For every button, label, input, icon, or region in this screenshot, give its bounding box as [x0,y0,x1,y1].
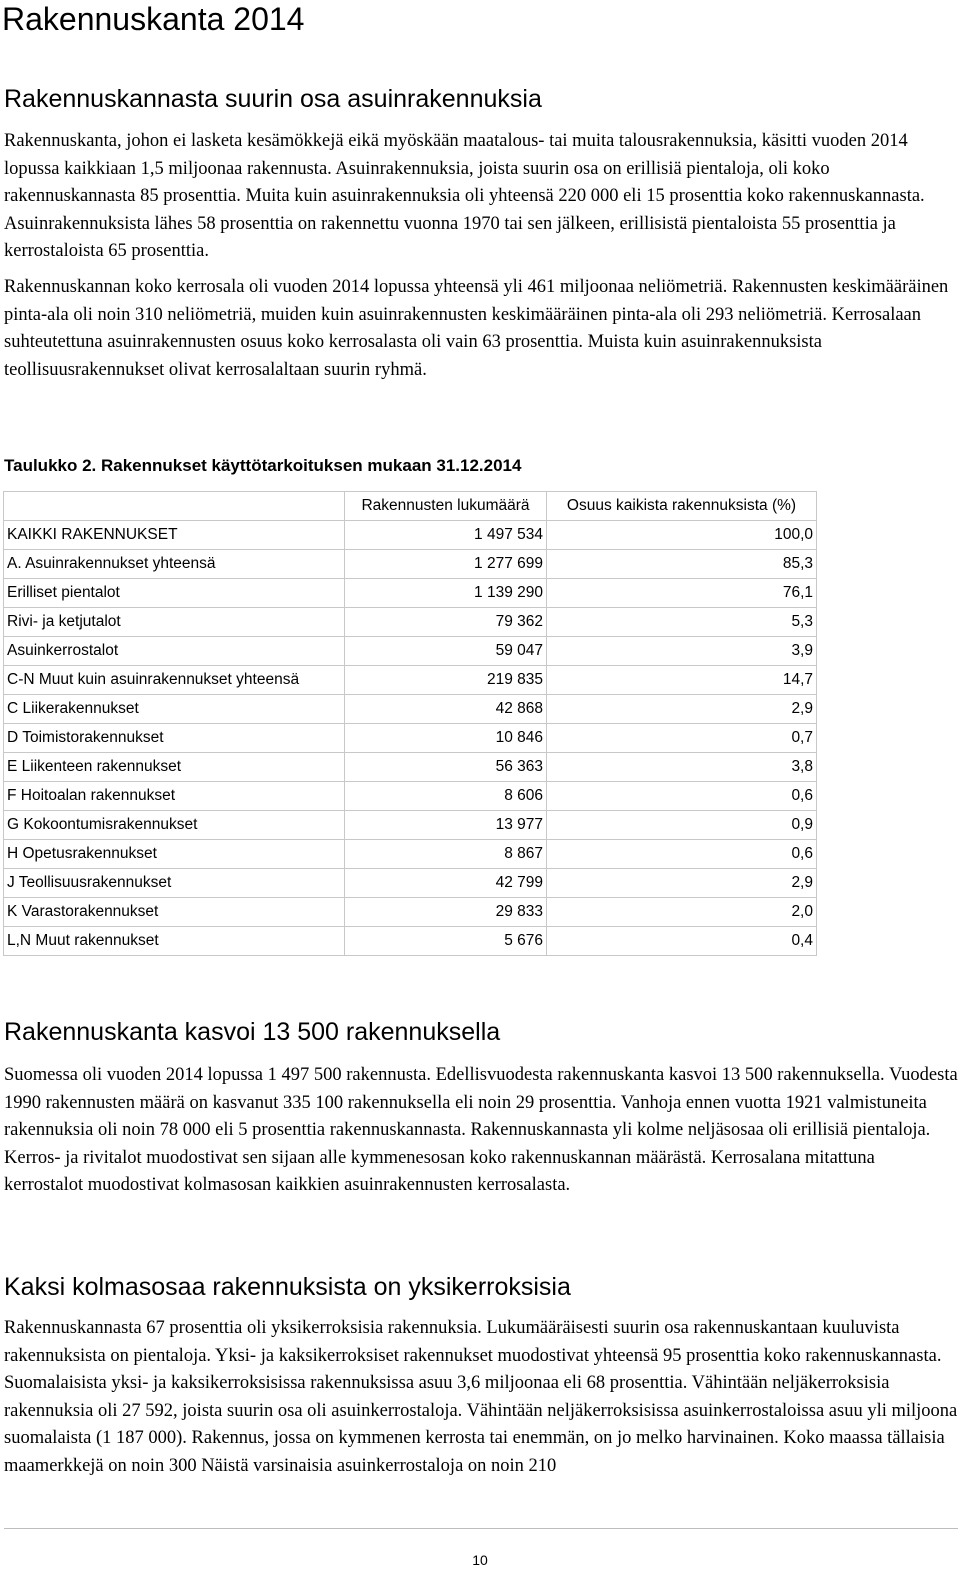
row-label: A. Asuinrakennukset yhteensä [4,550,345,579]
header-cell-empty [4,492,345,521]
row-share: 100,0 [547,521,817,550]
row-label: Rivi- ja ketjutalot [4,608,345,637]
page-number: 10 [472,1552,488,1568]
table-row [4,579,817,608]
row-count: 1 497 534 [345,521,547,550]
paragraph: Rakennuskannan koko kerrosala oli vuoden 2014 lopussa yhteensä yli 461 miljoonaa neliömetriä. Rakennusten keskimääräinen pinta-ala oli noin 310 neliömetriä, muiden kuin asuinrakennusten keskimääräinen pinta-ala oli 293 neliömetriä. Kerrosalaan suhteutettuna asuinrakennusten osuus koko kerrosalasta oli vain 63 prosenttia. Muista kuin asuinrakennuksista teollisuusrakennukset olivat kerrosalaltaan suurin ryhmä. [4,276,949,380]
table-row [4,724,817,753]
section-body-growth [4,1062,958,1200]
row-count: 10 846 [345,724,547,753]
row-share: 0,9 [547,811,817,840]
row-label: D Toimistorakennukset [4,724,345,753]
row-label: E Liikenteen rakennukset [4,753,345,782]
row-count: 219 835 [345,666,547,695]
row-label: C-N Muut kuin asuinrakennukset yhteensä [4,666,345,695]
section-heading-building-stock: Rakennuskannasta suurin osa asuinrakennuksia [4,85,542,113]
row-label: G Kokoontumisrakennukset [4,811,345,840]
section-body-building-stock [4,128,958,384]
footer-divider [4,1528,958,1529]
table-row [4,869,817,898]
buildings-by-use-table [3,491,817,956]
row-share: 85,3 [547,550,817,579]
row-share: 2,9 [547,869,817,898]
row-label: F Hoitoalan rakennukset [4,782,345,811]
row-label: J Teollisuusrakennukset [4,869,345,898]
row-share: 2,9 [547,695,817,724]
table-caption: Taulukko 2. Rakennukset käyttötarkoituksen mukaan 31.12.2014 [4,456,522,475]
table-row [4,666,817,695]
row-count: 8 867 [345,840,547,869]
table-row [4,898,817,927]
paragraph: Rakennuskanta, johon ei lasketa kesämökkejä eikä myöskään maatalous- tai muita talousrakennuksia, käsitti vuoden 2014 lopussa kaikkiaan 1,5 miljoonaa rakennusta. Asuinrakennuksia, joista suurin osa on erillisiä pientaloja, oli koko rakennuskannasta 85 prosenttia. Muita kuin asuinrakennuksia oli yhteensä 220 000 eli 15 prosenttia koko rakennuskannasta. Asuinrakennuksista lähes 58 prosenttia on rakennettu vuonna 1970 tai sen jälkeen, erillisistä pientaloista 55 prosenttia ja kerrostaloista 65 prosenttia. [4,131,925,262]
row-share: 0,4 [547,927,817,956]
row-share: 5,3 [547,608,817,637]
row-label: K Varastorakennukset [4,898,345,927]
section-heading-single-storey: Kaksi kolmasosaa rakennuksista on yksikerroksisia [4,1273,571,1301]
table-row [4,608,817,637]
row-count: 56 363 [345,753,547,782]
row-label: Asuinkerrostalot [4,637,345,666]
table-header-row [4,492,817,521]
row-count: 8 606 [345,782,547,811]
row-share: 2,0 [547,898,817,927]
row-share: 0,6 [547,840,817,869]
section-body-single-storey [4,1315,958,1481]
header-cell-count: Rakennusten lukumäärä [345,492,547,521]
paragraph: Rakennuskannasta 67 prosenttia oli yksikerroksisia rakennuksia. Lukumääräisesti suurin osa rakennuskantaan kuuluvista rakennuksista on pientaloja. Yksi- ja kaksikerroksiset rakennukset muodostivat yhteensä 95 prosenttia koko rakennuskannasta. Suomalaisista yksi- ja kaksikerroksisissa rakennuksissa asuu 3,6 miljoonaa eli 68 prosenttia. Vähintään neljäkerroksisia rakennuksia oli 27 592, joista suurin osa oli asuinkerrostaloja. Vähintään neljäkerroksisissa asuinkerrostaloissa asuu yli miljoona suomalaista (1 187 000). Rakennus, jossa on kymmenen kerrosta tai enemmän, on jo melko harvinainen. Koko maassa tällaisia maamerkkejä on noin 300 Näistä varsinaisia asuinkerrostaloja on noin 210 [4,1318,958,1476]
row-label: Erilliset pientalot [4,579,345,608]
row-share: 76,1 [547,579,817,608]
table-row [4,521,817,550]
row-count: 59 047 [345,637,547,666]
row-count: 42 868 [345,695,547,724]
row-count: 29 833 [345,898,547,927]
row-label: C Liikerakennukset [4,695,345,724]
row-share: 3,8 [547,753,817,782]
row-label: L,N Muut rakennukset [4,927,345,956]
table-row [4,695,817,724]
table-row [4,753,817,782]
row-count: 13 977 [345,811,547,840]
row-share: 0,7 [547,724,817,753]
table-row [4,782,817,811]
row-share: 0,6 [547,782,817,811]
table-row [4,550,817,579]
row-count: 42 799 [345,869,547,898]
table-row [4,637,817,666]
row-count: 1 277 699 [345,550,547,579]
table-row [4,811,817,840]
row-share: 14,7 [547,666,817,695]
row-count: 79 362 [345,608,547,637]
row-count: 1 139 290 [345,579,547,608]
section-heading-growth: Rakennuskanta kasvoi 13 500 rakennuksella [4,1018,501,1046]
header-cell-share: Osuus kaikista rakennuksista (%) [547,492,817,521]
page-title: Rakennuskanta 2014 [2,1,305,37]
row-count: 5 676 [345,927,547,956]
paragraph: Suomessa oli vuoden 2014 lopussa 1 497 500 rakennusta. Edellisvuodesta rakennuskanta kasvoi 13 500 rakennuksella. Vuodesta 1990 rakennusten määrä on kasvanut 335 100 rakennuksella eli noin 29 prosenttia. Vanhoja ennen vuotta 1921 valmistuneita rakennuksia oli noin 78 000 eli 5 prosenttia rakennuskannasta. Rakennuskannasta yli kolme neljäsosaa oli erillisiä pientaloja. Kerros- ja rivitalot muodostivat sen sijaan alle kymmenesosan koko rakennuskannan määrästä. Kerrosalana mitattuna kerrostalot muodostivat kolmasosan kaikkien asuinrakennusten kerrosalasta. [4,1065,958,1196]
row-label: H Opetusrakennukset [4,840,345,869]
row-share: 3,9 [547,637,817,666]
table-row [4,927,817,956]
row-label: KAIKKI RAKENNUKSET [4,521,345,550]
table-row [4,840,817,869]
